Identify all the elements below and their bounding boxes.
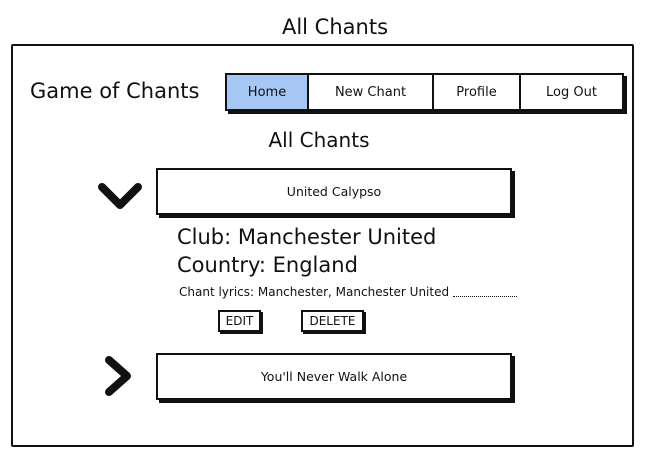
page-title: All Chants <box>281 15 389 39</box>
chant-name: You'll Never Walk Alone <box>260 369 408 384</box>
chant-club: Club: Manchester United <box>177 225 437 249</box>
tab-log-out[interactable]: Log Out <box>546 84 597 100</box>
chant-lyrics-text: Chant lyrics: Manchester, Manchester United <box>179 285 450 299</box>
app-title: Game of Chants <box>30 79 200 103</box>
chant-item-youll-never-walk-alone[interactable] <box>156 353 512 400</box>
chant-name: United Calypso <box>286 184 382 199</box>
edit-button[interactable]: EDIT <box>218 310 261 332</box>
chant-item-united-calypso[interactable] <box>156 168 512 215</box>
chevron-down-icon[interactable] <box>97 180 143 212</box>
chant-country: Country: England <box>177 253 358 277</box>
nav-bar <box>225 73 624 111</box>
tab-home[interactable]: Home <box>227 75 309 109</box>
section-title: All Chants <box>268 128 370 152</box>
lyrics-ellipsis <box>453 295 517 297</box>
chant-lyrics <box>179 283 517 301</box>
tab-profile[interactable]: Profile <box>434 75 521 109</box>
chevron-right-icon[interactable] <box>101 354 135 398</box>
tab-new-chant[interactable]: New Chant <box>309 75 434 109</box>
delete-button[interactable]: DELETE <box>301 310 364 332</box>
